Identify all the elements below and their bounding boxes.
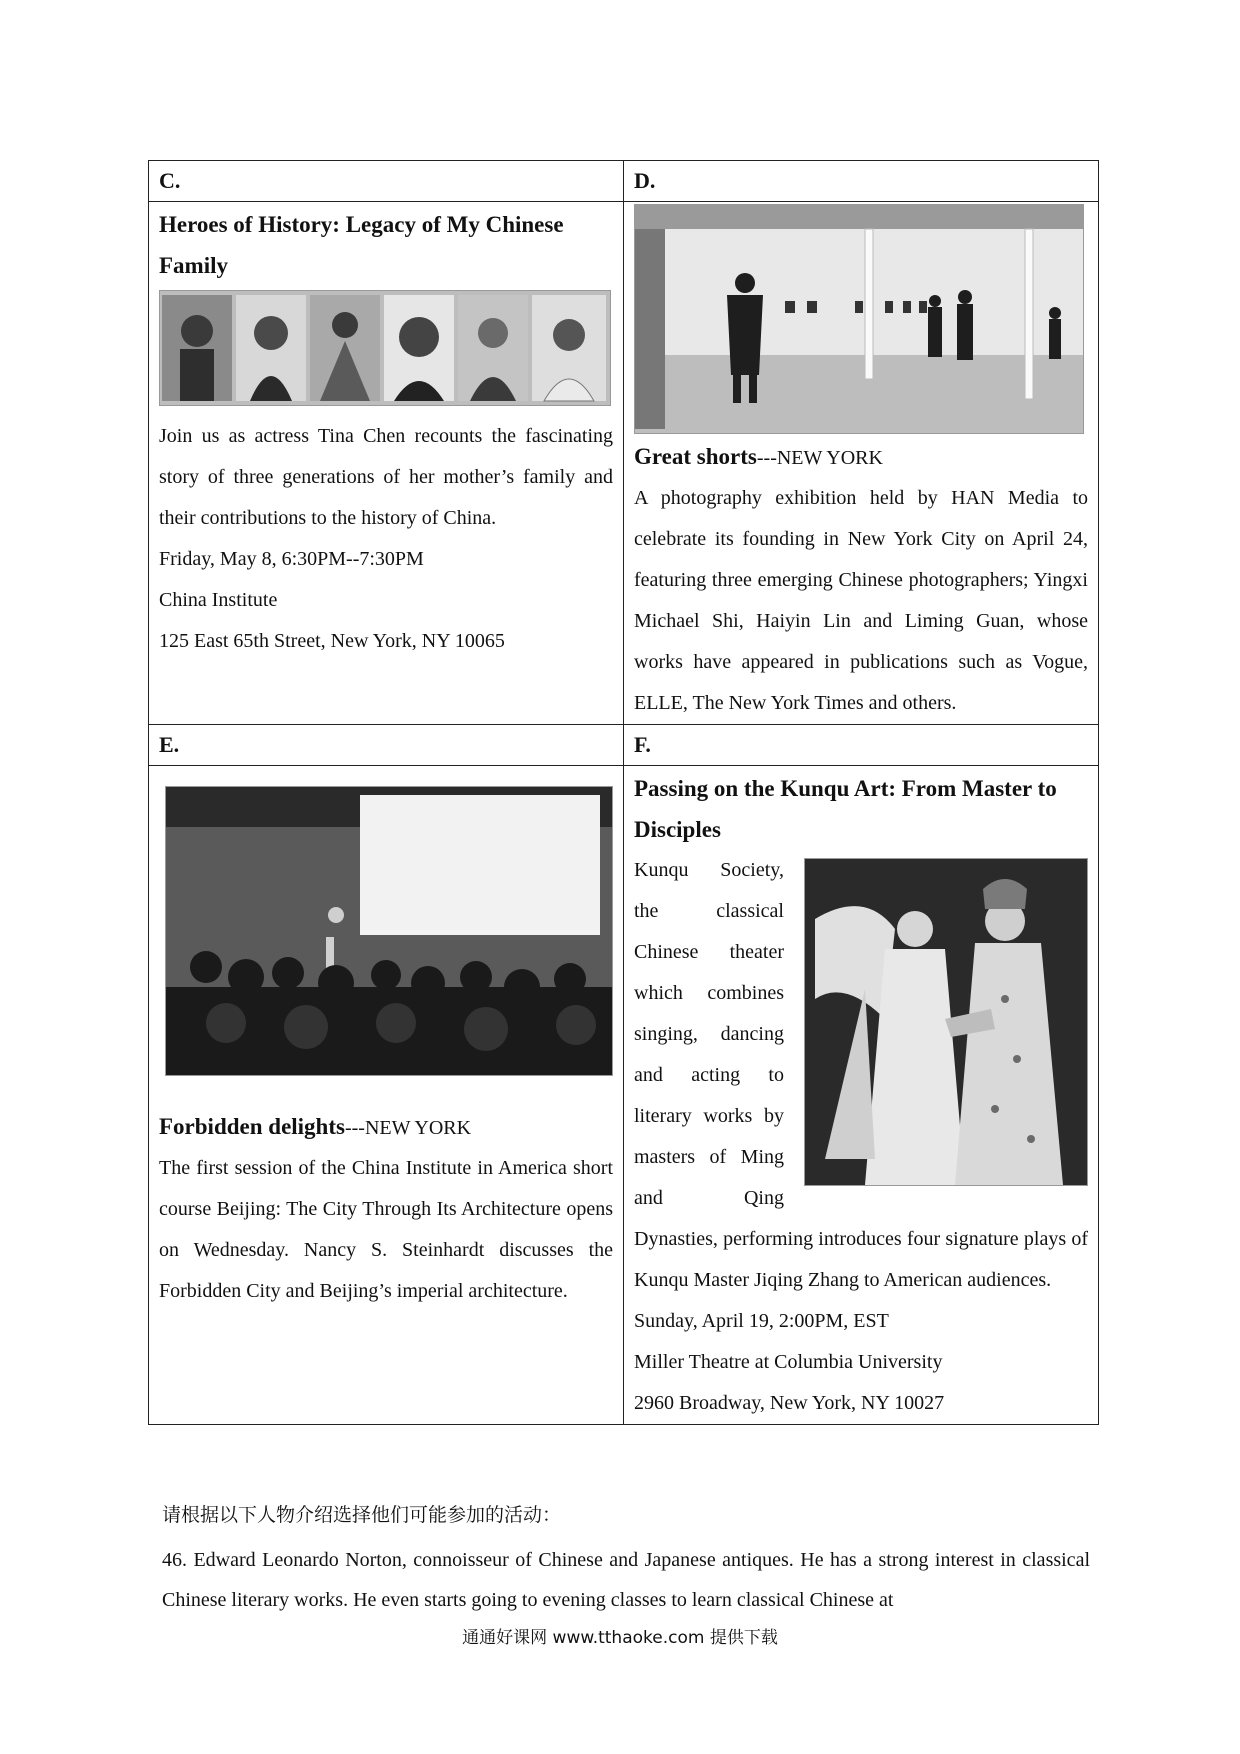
event-e-title: Forbidden delights [159,1114,345,1139]
cell-f-label [624,725,1099,766]
event-c [149,202,624,725]
event-e-letter: E. [159,732,180,757]
event-f-letter: F. [634,732,651,757]
event-d [624,202,1099,725]
event-d-location: ---NEW YORK [756,447,883,469]
event-f-title: Passing on the Kunqu Art: From Master to Disciples [634,776,1057,842]
event-c-letter: C. [159,168,181,193]
page-footer: 通通好课网 www.tthaoke.com 提供下载 [462,1628,778,1648]
event-d-title: Great shorts [634,444,757,469]
question-46: 46. Edward Leonardo Norton, connoisseur of Chinese and Japanese antiques. He has a strong interest in classical Chinese literary works. He even starts going to evening classes to learn classical Chinese at [162,1549,1090,1611]
event-d-description: A photography exhibition held by HAN Media to celebrate its founding in New York City on April 24, featuring three emerging Chinese photographers; Yingxi Michael Shi, Haiyin Lin and Liming Guan, whose works have appeared in publications such as Vogue, ELLE, The New York Times and others. [634,487,1088,714]
event-f-address: 2960 Broadway, New York, NY 10027 [634,1392,945,1414]
event-e [149,766,624,1425]
event-f-kunqu-image [804,858,1088,1186]
event-e-description: The first session of the China Institute in America short course Beijing: The City Through Its Architecture opens on Wednesday. Nancy S. Steinhardt discusses the Forbidden City and Beijing’s imperial architecture. [159,1157,613,1302]
event-f-date: Sunday, April 19, 2:00PM, EST [634,1310,889,1332]
event-f-description: Kunqu Society, the classical Chinese theater which combines singing, dancing and acting to literary works by masters of Ming and Qing Dynasties, performing introduces four signature plays of Kunqu Master Jiqing Zhang to American audiences. [634,859,1088,1291]
event-c-date: Friday, May 8, 6:30PM--7:30PM [159,548,424,570]
cell-e-label [149,725,624,766]
event-f [624,766,1099,1425]
question-instruction: 请根据以下人物介绍选择他们可能参加的活动： [162,1504,562,1526]
event-e-location: ---NEW YORK [344,1117,472,1139]
event-d-letter: D. [634,168,656,193]
event-c-address: 125 East 65th Street, New York, NY 10065 [159,630,505,652]
event-c-venue: China Institute [159,589,278,611]
event-c-description: Join us as actress Tina Chen recounts the fascinating story of three generations of her mother’s family and their contributions to the history of China. [159,425,613,529]
events-table [148,160,1099,1425]
cell-c-label [149,161,624,202]
event-e-lecture-image [165,786,613,1076]
event-c-portraits-image [159,290,611,406]
event-c-title: Heroes of History: Legacy of My Chinese Family [159,212,564,278]
event-d-gallery-image [634,204,1084,434]
event-f-venue: Miller Theatre at Columbia University [634,1351,943,1373]
cell-d-label [624,161,1099,202]
